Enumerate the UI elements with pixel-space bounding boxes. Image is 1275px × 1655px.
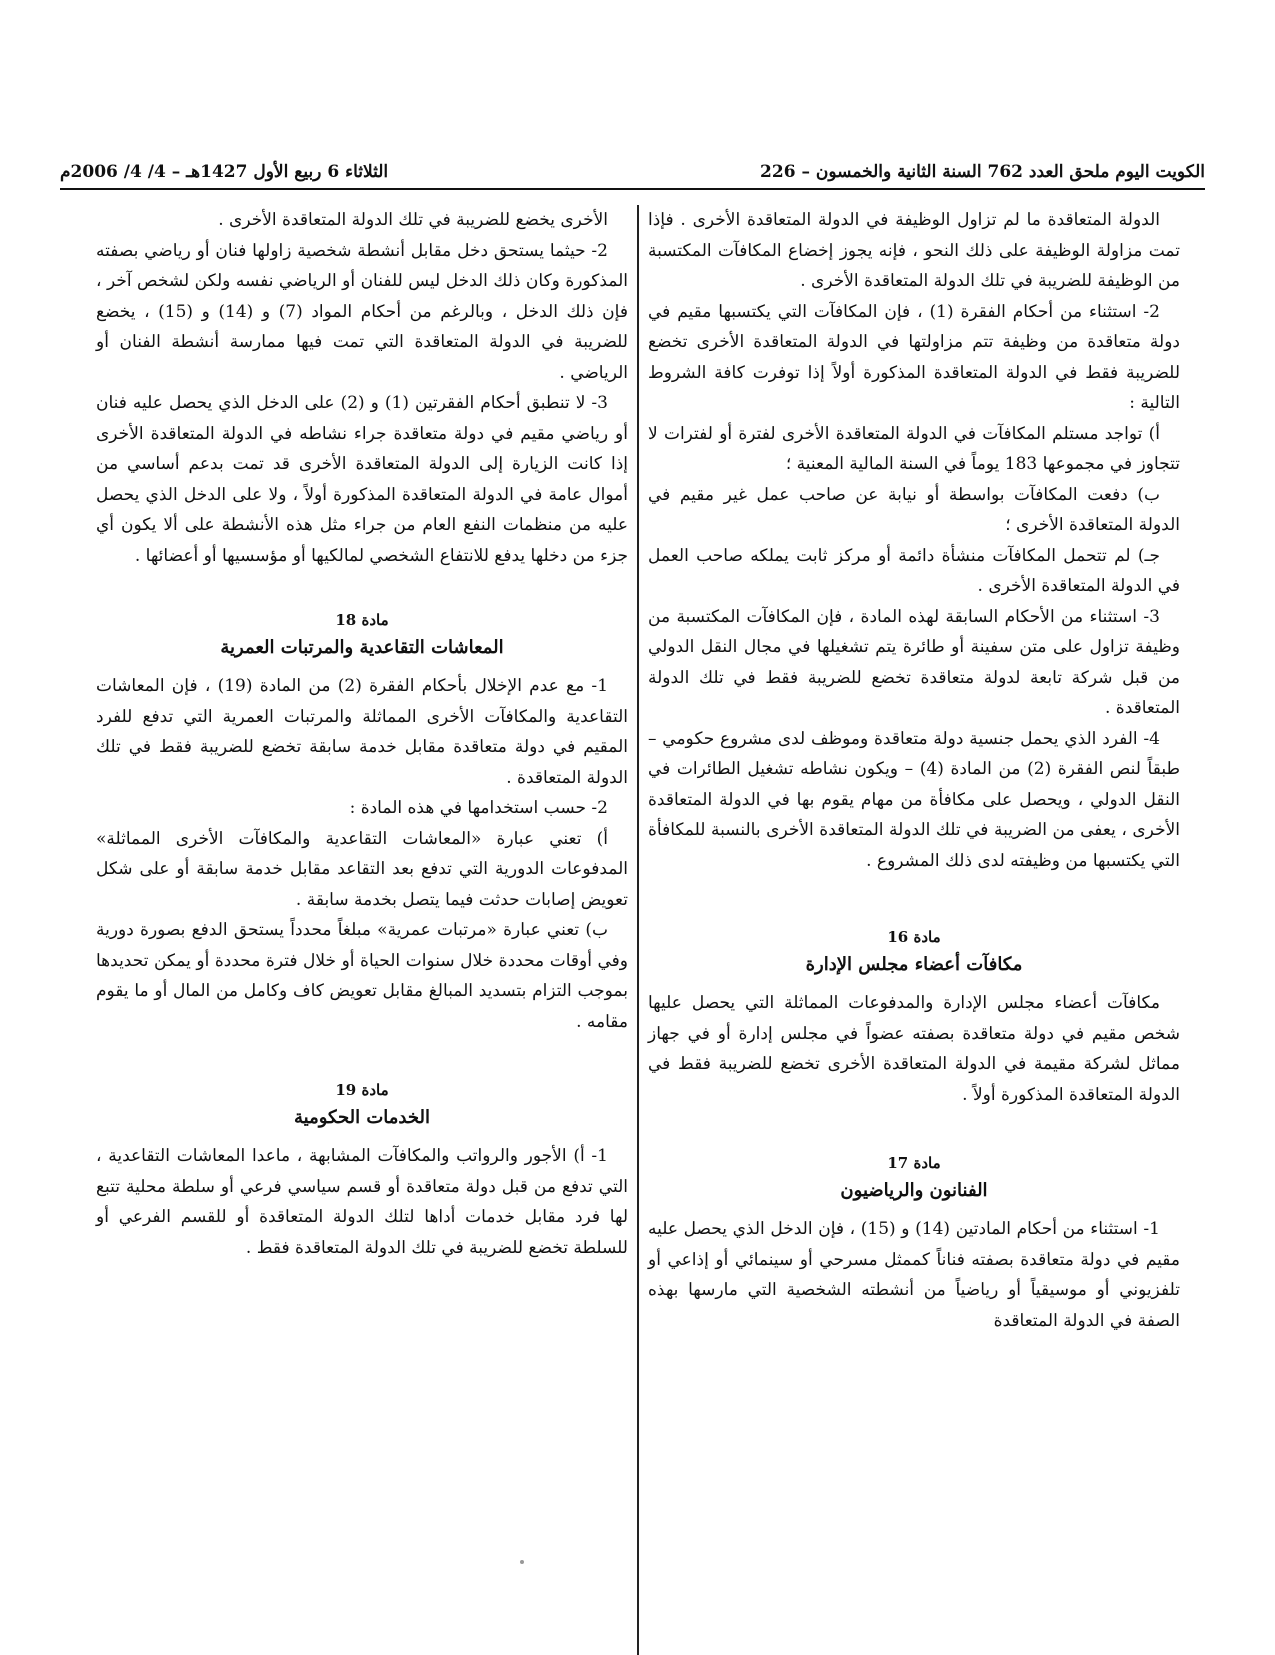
paragraph: ب) تعني عبارة «مرتبات عمرية» مبلغاً محدداً يستحق الدفع بصورة دورية وفي أوقات محددة خلال سنوات الحياة أو خلال فترة محددة أو يمكن تحديدها بموجب التزام بتسديد المبالغ مقابل تعويض كاف وكامل من المال أو ما يقوم مقامه . — [96, 920, 628, 1032]
paragraph: 1- مع عدم الإخلال بأحكام الفقرة (2) من المادة (19) ، فإن المعاشات التقاعدية والمكافآت الأخرى المماثلة والمرتبات العمرية التي تدفع للفرد المقيم في دولة متعاقدة مقابل خدمة سابقة تخضع للضريبة فقط في تلك الدولة المتعاقدة . — [96, 676, 628, 788]
paragraph: الأخرى يخضع للضريبة في تلك الدولة المتعاقدة الأخرى . — [218, 210, 608, 230]
header-publication: الكويت اليوم ملحق العدد 762 السنة الثانية والخمسون – 226 — [760, 162, 1205, 182]
article-18-title: المعاشات التقاعدية والمرتبات العمرية — [220, 637, 504, 658]
two-column-body — [96, 205, 1180, 1655]
paragraph: 1- استثناء من أحكام المادتين (14) و (15) ، فإن الدخل الذي يحصل عليه مقيم في دولة متعاقدة بصفته فناناً كممثل مسرحي أو سينمائي أو إذاعي أو تلفزيوني أو موسيقياً أو رياضياً من أنشطته الشخصية التي مارسها بهذه الصفة في الدولة المتعاقدة — [648, 1219, 1180, 1331]
left-column — [96, 205, 628, 1655]
paragraph: مكافآت أعضاء مجلس الإدارة والمدفوعات المماثلة التي يحصل عليها شخص مقيم في دولة متعاقدة بصفته عضواً في مجلس إدارة أو في جهاز مماثل لشركة مقيمة في الدولة المتعاقدة الأخرى تخضع للضريبة فقط في الدولة المتعاقدة المذكورة أولاً . — [648, 993, 1180, 1105]
paragraph: 2- استثناء من أحكام الفقرة (1) ، فإن المكافآت التي يكتسبها مقيم في دولة متعاقدة من وظيفة تتم مزاولتها في الدولة المتعاقدة الأخرى تخضع للضريبة فقط في الدولة المتعاقدة المذكورة أولاً إذا توفرت كافة الشروط التالية : — [648, 301, 1180, 413]
article-19-title: الخدمات الحكومية — [294, 1107, 430, 1128]
paragraph: أ) تواجد مستلم المكافآت في الدولة المتعاقدة الأخرى لفترة أو لفترات لا تتجاوز في مجموعها 183 يوماً في السنة المالية المعنية ؛ — [648, 423, 1180, 474]
page-header — [60, 150, 1205, 190]
article-18-number: مادة 18 — [335, 611, 389, 629]
article-16-title: مكافآت أعضاء مجلس الإدارة — [805, 954, 1023, 975]
paragraph: 4- الفرد الذي يحمل جنسية دولة متعاقدة وموظف لدى مشروع حكومي – طبقاً لنص الفقرة (2) من المادة (4) – ويكون نشاطه تشغيل الطائرات في النقل الدولي ، ويحصل على مكافأة من مهام يقوم بها في الدولة المتعاقدة الأخرى ، يعفى من الضريبة في تلك الدولة المتعاقدة الأخرى بالنسبة للمكافأة التي يكتسبها من وظيفته لدى ذلك المشروع . — [648, 728, 1180, 871]
article-19-number: مادة 19 — [335, 1081, 389, 1099]
scan-artifact — [520, 1560, 524, 1564]
paragraph: 3- استثناء من الأحكام السابقة لهذه المادة ، فإن المكافآت المكتسبة من وظيفة تزاول على متن سفينة أو طائرة يتم تشغيلها في مجال النقل الدولي من قبل شركة تابعة لدولة متعاقدة تخضع للضريبة فقط في تلك الدولة المتعاقدة . — [648, 606, 1180, 718]
article-16-number: مادة 16 — [887, 928, 941, 946]
header-date: الثلاثاء 6 ربيع الأول 1427هـ – 4/ 4/ 2006م — [60, 162, 389, 182]
paragraph: 2- حسب استخدامها في هذه المادة : — [349, 798, 608, 818]
paragraph: الدولة المتعاقدة ما لم تزاول الوظيفة في الدولة المتعاقدة الأخرى . فإذا تمت مزاولة الوظيفة على ذلك النحو ، فإنه يجوز إخضاع المكافآت المكتسبة من الوظيفة للضريبة في تلك الدولة المتعاقدة الأخرى . — [648, 210, 1180, 291]
article-17-title: الفنانون والرياضيون — [840, 1180, 988, 1201]
paragraph: 2- حيثما يستحق دخل مقابل أنشطة شخصية زاولها فنان أو رياضي بصفته المذكورة وكان ذلك الدخل ليس للفنان أو الرياضي نفسه ولكن لشخص آخر ، فإن ذلك الدخل ، وبالرغم من أحكام المواد (7) و (14) و (15) ، يخضع للضريبة في الدولة المتعاقدة التي تمت فيها ممارسة أنشطة الفنان أو الرياضي . — [96, 240, 628, 383]
column-divider — [637, 205, 639, 1655]
paragraph: 3- لا تنطبق أحكام الفقرتين (1) و (2) على الدخل الذي يحصل عليه فنان أو رياضي مقيم في دولة متعاقدة جراء نشاطه في الدولة المتعاقدة الأخرى إذا كانت الزيارة إلى الدولة المتعاقدة الأخرى قد تمت بدعم أساسي من أموال عامة في الدولة المتعاقدة المذكورة أولاً ، ولا على الدخل الذي يحصل عليه من منظمات النفع العام من جراء مثل هذه الأنشطة على ألا يكون أي جزء من دخلها يدفع للانتفاع الشخصي لمالكيها أو مؤسسيها أو أعضائها . — [96, 393, 628, 566]
right-column — [648, 205, 1180, 1655]
paragraph: أ) تعني عبارة «المعاشات التقاعدية والمكافآت الأخرى المماثلة» المدفوعات الدورية التي تدفع بعد التقاعد مقابل خدمة سابقة أو على شكل تعويض إصابات حدثت فيما يتصل بخدمة سابقة . — [96, 828, 628, 910]
paragraph: 1- أ) الأجور والرواتب والمكافآت المشابهة ، ماعدا المعاشات التقاعدية ، التي تدفع من قبل دولة متعاقدة أو قسم سياسي فرعي أو سلطة محلية تتبع لها فرد مقابل خدمات أداها لتلك الدولة المتعاقدة أو للقسم الفرعي أو للسلطة تخضع للضريبة في تلك الدولة المتعاقدة فقط . — [96, 1146, 628, 1258]
paragraph: ب) دفعت المكافآت بواسطة أو نيابة عن صاحب عمل غير مقيم في الدولة المتعاقدة الأخرى ؛ — [648, 484, 1180, 535]
article-17-number: مادة 17 — [887, 1154, 941, 1172]
paragraph: جـ) لم تتحمل المكافآت منشأة دائمة أو مركز ثابت يملكه صاحب العمل في الدولة المتعاقدة الأخرى . — [648, 545, 1180, 596]
